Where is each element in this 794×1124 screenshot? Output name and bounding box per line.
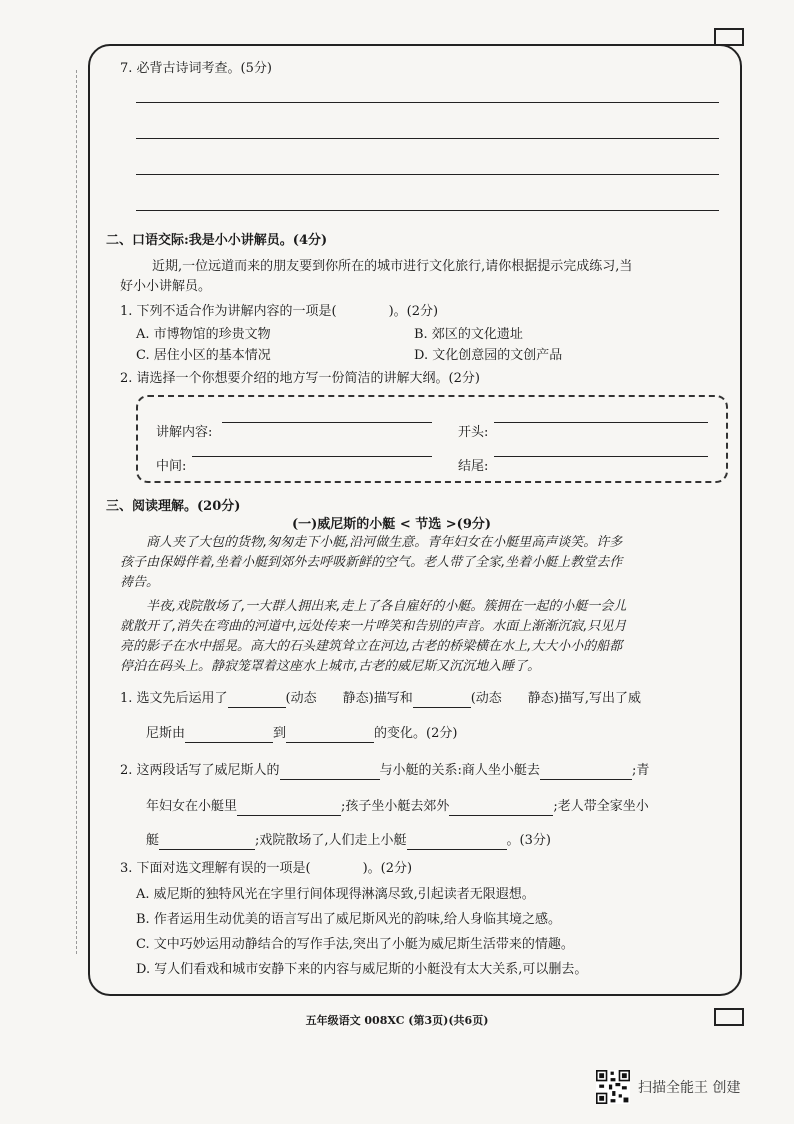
passage-p1-line2: 孩子由保姆伴着,坐着小艇到郊外去呼吸新鲜的空气。老人带了全家,坐着小艇上教堂去作: [120, 555, 623, 570]
outline-end-blank[interactable]: [494, 456, 708, 457]
answer-line-3[interactable]: [136, 174, 719, 175]
rq1-blank-3[interactable]: [185, 727, 273, 743]
rq2-blank-3[interactable]: [237, 800, 341, 816]
rq2-blank-6[interactable]: [407, 834, 507, 850]
reading-q2-line2: 年妇女在小艇里 ;孩子坐小艇去郊外 ;老人带全家坐小: [146, 799, 649, 814]
oral-q1-option-a: A. 市博物馆的珍贵文物: [136, 327, 271, 342]
oral-intro-line2: 好小小讲解员。: [120, 279, 212, 294]
passage-p1-line1: 商人夹了大包的货物,匆匆走下小艇,沿河做生意。青年妇女在小艇里高声谈笑。许多: [146, 535, 623, 550]
oral-intro-line1: 近期,一位远道而来的朋友要到你所在的城市进行文化旅行,请你根据提示完成练习,当: [152, 259, 633, 274]
q7-title: 7. 必背古诗词考查。(5分): [120, 61, 272, 76]
outline-start-label: 开头:: [458, 425, 489, 440]
outline-box: [136, 395, 728, 483]
reading-q3-option-c: C. 文中巧妙运用动静结合的写作手法,突出了小艇为威尼斯生活带来的情趣。: [136, 937, 574, 952]
answer-line-2[interactable]: [136, 138, 719, 139]
outline-content-label: 讲解内容:: [156, 425, 213, 440]
outline-content-blank[interactable]: [222, 422, 432, 423]
reading-q3: 3. 下面对选文理解有误的一项是( )。(2分): [120, 861, 413, 876]
oral-section-title: 二、口语交际:我是小小讲解员。(4分): [106, 233, 328, 248]
answer-line-4[interactable]: [136, 210, 719, 211]
rq2-blank-4[interactable]: [449, 800, 553, 816]
passage-p2-line2: 就散开了,消失在弯曲的河道中,远处传来一片哗笑和告别的声音。水面上渐渐沉寂,只见月: [120, 619, 627, 634]
passage-p2-line3: 亮的影子在水中摇晃。高大的石头建筑耸立在河边,古老的桥梁横在水上,大大小小的船都: [120, 639, 623, 654]
qr-code-icon: [596, 1070, 630, 1104]
outline-middle-label: 中间:: [156, 459, 187, 474]
rq2-blank-1[interactable]: [280, 764, 380, 780]
passage-title: (一)威尼斯的小艇 < 节选 >(9分): [292, 517, 492, 532]
answer-line-1[interactable]: [136, 102, 719, 103]
oral-q1-option-c: C. 居住小区的基本情况: [136, 348, 271, 363]
oral-q1-option-b: B. 郊区的文化遗址: [414, 327, 523, 342]
watermark-text: 扫描全能王 创建: [638, 1080, 741, 1096]
reading-q1-line1: 1. 选文先后运用了 (动态 静态)描写和 (动态 静态)描写,写出了威: [120, 691, 641, 706]
scanner-watermark: [596, 1070, 740, 1104]
reading-q3-option-a: A. 威尼斯的独特风光在字里行间体现得淋漓尽致,引起读者无限遐想。: [136, 887, 535, 902]
rq1-blank-1[interactable]: [228, 692, 286, 708]
rq2-blank-5[interactable]: [159, 834, 255, 850]
reading-section-title: 三、阅读理解。(20分): [106, 499, 241, 514]
binding-line: [76, 70, 77, 954]
oral-q2: 2. 请选择一个你想要介绍的地方写一份简洁的讲解大纲。(2分): [120, 371, 480, 386]
outline-middle-blank[interactable]: [192, 456, 432, 457]
outline-start-blank[interactable]: [494, 422, 708, 423]
rq1-blank-2[interactable]: [413, 692, 471, 708]
oral-q1-option-d: D. 文化创意园的文创产品: [414, 348, 563, 363]
reading-q2-line3: 艇 ;戏院散场了,人们走上小艇 。(3分): [146, 833, 551, 848]
passage-p2-line4: 停泊在码头上。静寂笼罩着这座水上城市,古老的威尼斯又沉沉地入睡了。: [120, 659, 541, 674]
reading-q2-line1: 2. 这两段话写了威尼斯人的 与小艇的关系:商人坐小艇去 ;青: [120, 763, 650, 778]
reading-q3-option-b: B. 作者运用生动优美的语言写出了威尼斯风光的韵味,给人身临其境之感。: [136, 912, 561, 927]
page-footer: 五年级语文 008XC (第3页)(共6页): [305, 1014, 489, 1027]
oral-q1: 1. 下列不适合作为讲解内容的一项是( )。(2分): [120, 304, 439, 319]
passage-p2-line1: 半夜,戏院散场了,一大群人拥出来,走上了各自雇好的小艇。簇拥在一起的小艇一会儿: [146, 599, 627, 614]
reading-q1-line2: 尼斯由 到 的变化。(2分): [146, 726, 458, 741]
reading-q3-option-d: D. 写人们看戏和城市安静下来的内容与威尼斯的小艇没有太大关系,可以删去。: [136, 962, 588, 977]
passage-p1-line3: 祷告。: [120, 575, 160, 590]
rq1-blank-4[interactable]: [286, 727, 374, 743]
outline-end-label: 结尾:: [458, 459, 489, 474]
rq2-blank-2[interactable]: [540, 764, 632, 780]
